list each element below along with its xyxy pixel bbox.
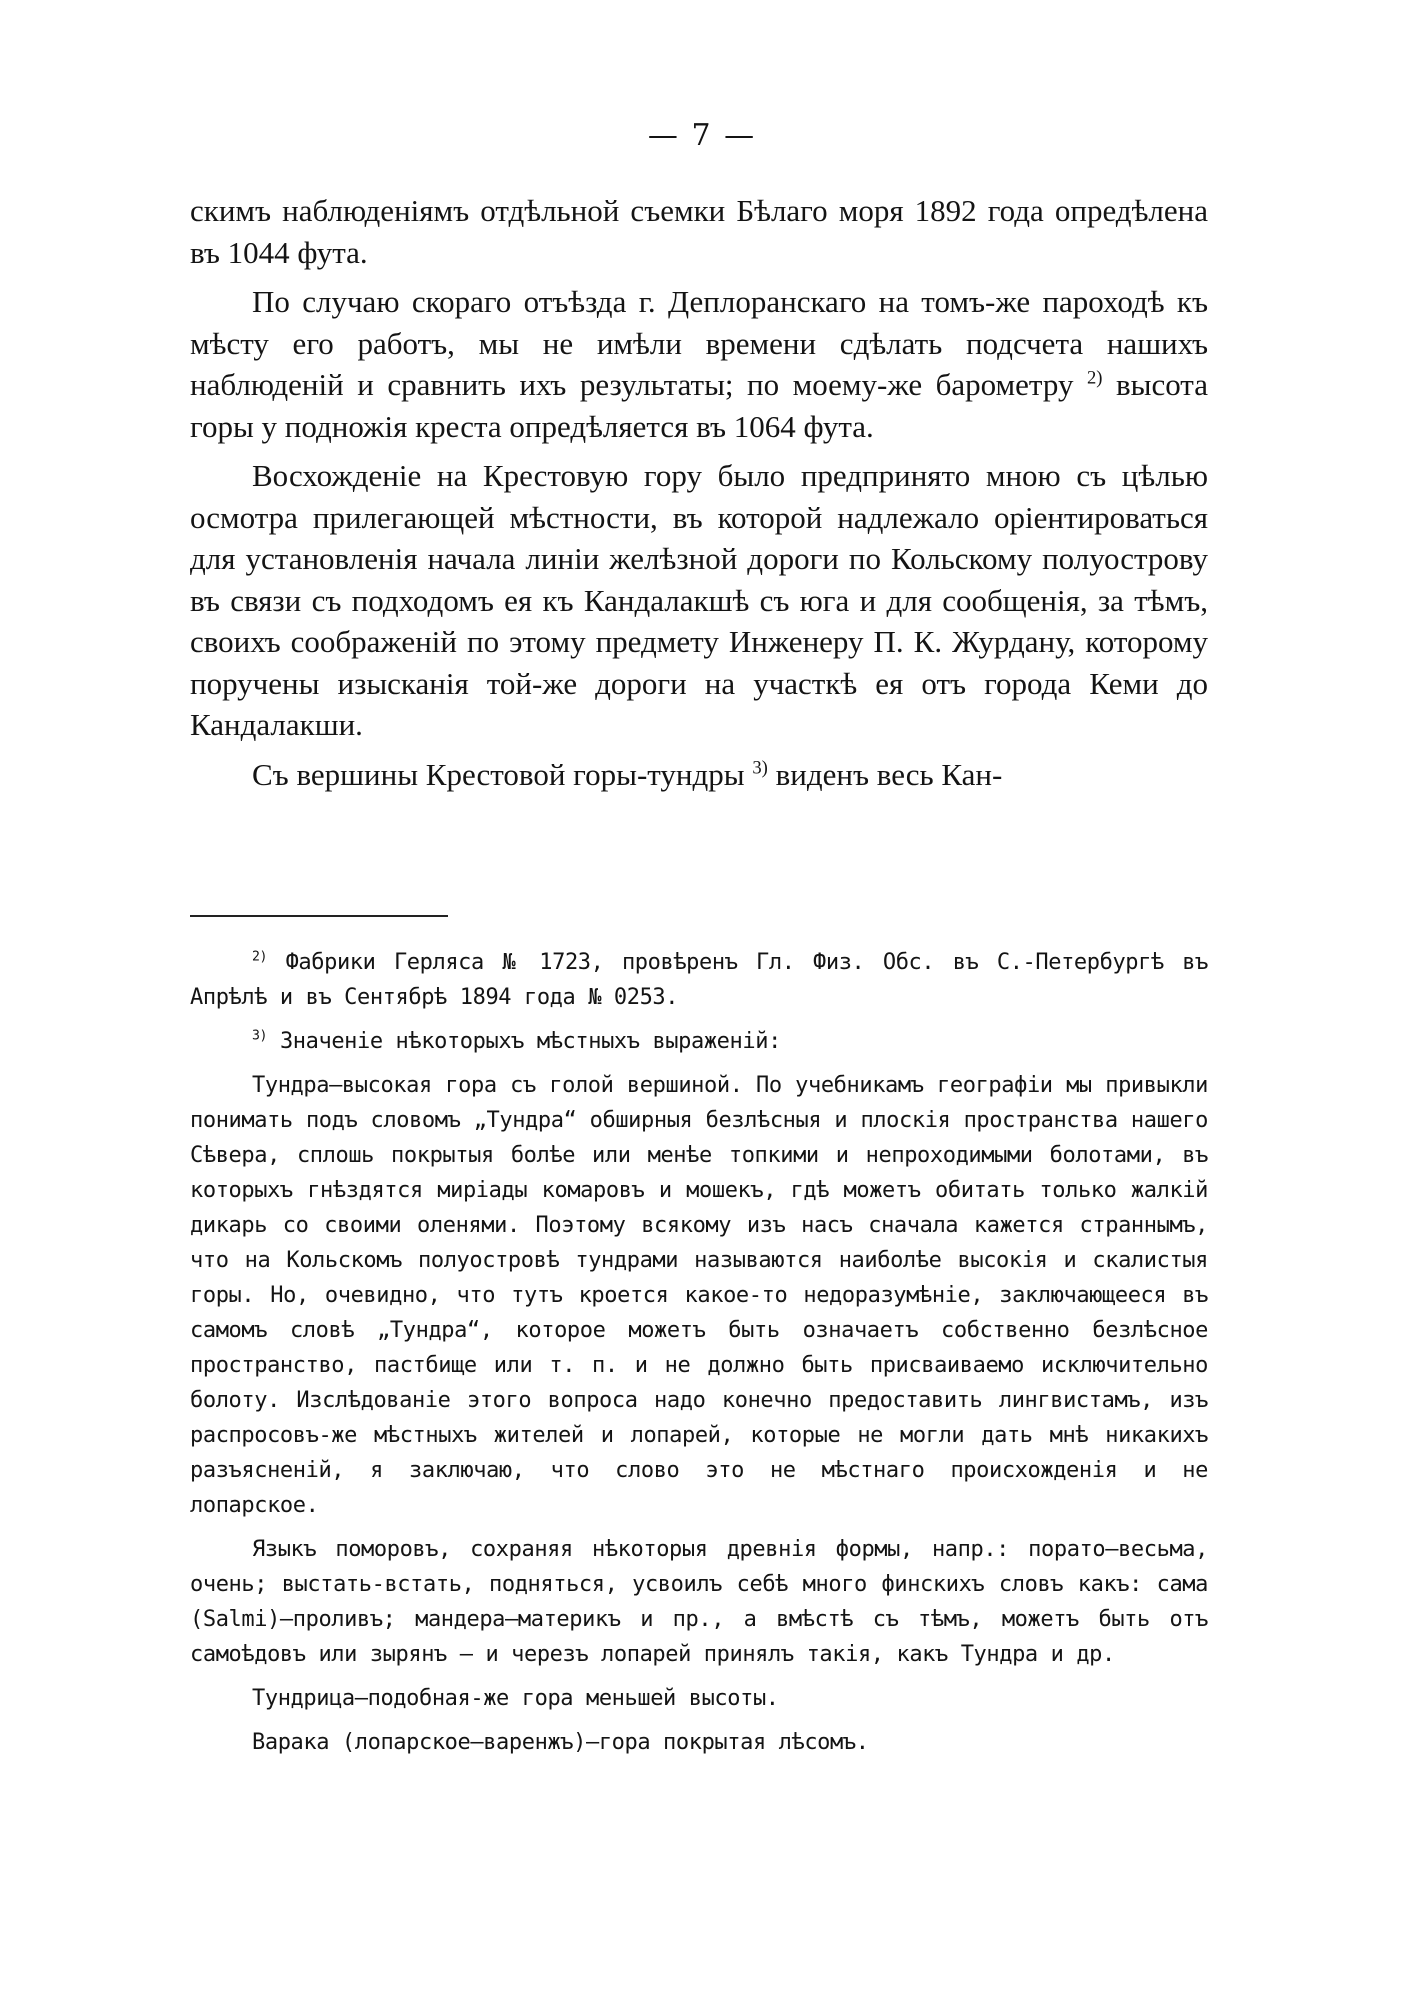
footnote-3-varaka: Варака (лопарское—варенжъ)—гора покрытая лѣсомъ. — [252, 1730, 869, 1755]
paragraph-summit-text-end: виденъ весь Кан- — [775, 756, 1003, 792]
footnote-3-mark: 3) — [252, 1028, 268, 1044]
paragraph-summit-text: Съ вершины Крестовой горы-тундры — [252, 756, 745, 792]
footnote-ref-3[interactable]: 3) — [752, 757, 768, 779]
footnote-3-language: Языкъ поморовъ, сохраняя нѣкоторыя древнія формы, напр.: порато—весьма, очень; выстать-встать, подняться, усвоилъ себѣ много финскихъ словъ какъ: сама (Salmi)—проливъ; мандера—материкъ и пр., а вмѣстѣ съ тѣмъ, можетъ быть отъ самоѣдовъ или зырянъ — и черезъ лопарей принялъ такія, какъ Тундра и др. — [190, 1537, 1208, 1667]
paragraph-departure-text-end: высота горы у подножія креста опредѣляется въ 1064 фута. — [190, 367, 1208, 444]
footnote-3-tundra: Тундра—высокая гора съ голой вершиной. По учебникамъ географіи мы привыкли понимать подъ словомъ „Тундра“ обширныя безлѣсныя и плоскія пространства нашего Сѣвера, сплошь покрытыя болѣе или менѣе топкими и непроходимыми болотами, въ которыхъ гнѣздятся миріады комаровъ и мошекъ, гдѣ можетъ обитать только жалкій дикарь со своими оленями. Поэтому всякому изъ насъ сначала кажется страннымъ, что на Кольскомъ полуостровѣ тундрами называются наиболѣе высокія и скалистыя горы. Но, очевидно, что тутъ кроется какое-то недоразумѣніе, заключающееся въ самомъ словѣ „Тундра“, которое можетъ быть означаетъ собственно безлѣсное пространство, пастбище или т. п. и не должно быть присваиваемо исключительно болоту. Изслѣдованіе этого вопроса надо конечно предоставить лингвистамъ, изъ распросовъ-же мѣстныхъ жителей и лопарей, которые не могли дать мнѣ никакихъ разъясненій, я заключаю, что слово это не мѣстнаго происхожденія и не лопарское. — [190, 1073, 1208, 1518]
footnote-3-intro-text: Значеніе нѣкоторыхъ мѣстныхъ выраженій: — [279, 1029, 781, 1054]
page-number: — 7 — — [647, 118, 757, 153]
footnote-2 — [190, 945, 1208, 1015]
paragraph-continuation: скимъ наблюденіямъ отдѣльной съемки Бѣлаго моря 1892 года опредѣлена въ 1044 фута. — [190, 193, 1208, 270]
main-text — [190, 190, 1208, 803]
paragraph-departure-text: По случаю скораго отъѣзда г. Деплоранскаго на томъ-же пароходѣ къ мѣсту его работъ, мы не имѣли времени сдѣлать подсчета нашихъ наблюденій и сравнить ихъ результаты; по моему-же барометру — [190, 284, 1208, 402]
footnote-ref-2[interactable]: 2) — [1086, 367, 1103, 389]
footnote-2-mark: 2) — [252, 949, 268, 965]
footnote-separator — [190, 915, 448, 917]
paragraph-departure — [190, 281, 1208, 447]
footnote-2-text: Фабрики Герляса № 1723, провѣренъ Гл. Физ. Обс. въ С.-Петербургѣ въ Апрѣлѣ и въ Сентябрѣ 1894 года № 0253. — [190, 950, 1208, 1010]
footnote-3-tundritsa: Тундрица—подобная-же гора меньшей высоты. — [252, 1686, 779, 1711]
paragraph-summit — [190, 754, 1208, 796]
footnote-3-intro — [190, 1024, 1208, 1059]
paragraph-ascent: Восхожденіе на Крестовую гору было предпринято мною съ цѣлью осмотра прилегающей мѣстности, въ которой надлежало оріентироваться для установленія начала линіи желѣзной дороги по Кольскому полуострову въ связи съ подходомъ ея къ Кандалакшѣ съ юга и для сообщенія, за тѣмъ, своихъ соображеній по этому предмету Инженеру П. К. Журдану, которому поручены изысканія той-же дороги на участкѣ ея отъ города Кеми до Кандалакши. — [190, 458, 1208, 742]
footnotes — [190, 945, 1208, 1769]
